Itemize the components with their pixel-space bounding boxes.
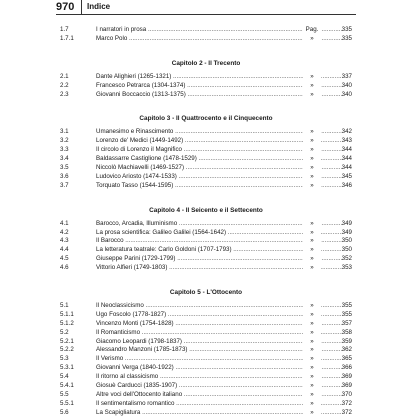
entry-page-number: 369 bbox=[341, 382, 352, 390]
entry-page-prefix: » bbox=[303, 373, 321, 382]
entry-page-prefix: » bbox=[303, 82, 321, 91]
entry-title: Altre voci dell'Ottocento italiano ..... bbox=[96, 391, 342, 400]
entry-page-prefix: » bbox=[303, 137, 321, 146]
entry-number: 5.5.1 bbox=[60, 399, 74, 407]
entry-page-prefix: » bbox=[303, 246, 321, 255]
entry-page-prefix: » bbox=[303, 264, 321, 273]
entry-page-prefix: » bbox=[303, 355, 321, 364]
toc-entry bbox=[56, 82, 356, 91]
entry-page-number: 340 bbox=[341, 90, 352, 98]
entry-number: 5.1 bbox=[60, 302, 69, 310]
entry-title: La letteratura teatrale: Carlo Goldoni (1707-1793) ..... bbox=[96, 246, 342, 255]
toc-entry bbox=[56, 35, 356, 44]
entry-number: 1.7 bbox=[60, 26, 69, 33]
entry-page-prefix: » bbox=[303, 346, 321, 355]
toc-entry bbox=[56, 409, 356, 418]
entry-page-prefix: Pag. bbox=[303, 26, 321, 35]
entry-number: 4.6 bbox=[60, 264, 69, 272]
chapter-spacer bbox=[56, 273, 356, 284]
entry-number: 3.7 bbox=[60, 181, 69, 189]
entry-title: Il Barocco ..... bbox=[96, 237, 342, 246]
toc-entry bbox=[56, 91, 356, 100]
entry-page-number: 366 bbox=[341, 364, 352, 372]
entry-title: Il sentimentalismo romantico ..... bbox=[96, 400, 342, 409]
entry-page-prefix: » bbox=[303, 409, 321, 418]
entry-title: Baldassarre Castiglione (1478-1529) ..... bbox=[96, 155, 342, 164]
entry-page-number: 335 bbox=[341, 34, 352, 42]
entry-number: 5.2.2 bbox=[60, 346, 74, 354]
toc-entry bbox=[56, 264, 356, 273]
entry-page-number: 350 bbox=[341, 246, 352, 254]
entry-page-prefix: » bbox=[303, 311, 321, 320]
entry-page-prefix: » bbox=[303, 35, 321, 44]
entry-number: 3.1 bbox=[60, 128, 69, 136]
entry-page-number: 337 bbox=[341, 72, 352, 80]
toc-entry bbox=[56, 302, 356, 311]
entry-number: 5.4.1 bbox=[60, 382, 74, 390]
entry-number: 2.1 bbox=[60, 72, 69, 80]
entry-page-number: 359 bbox=[341, 337, 352, 345]
table-of-contents bbox=[56, 26, 356, 418]
entry-number: 5.2.1 bbox=[60, 337, 74, 345]
entry-title: Giuseppe Parini (1729-1799) ..... bbox=[96, 255, 342, 264]
entry-page-number: 342 bbox=[341, 128, 352, 136]
entry-page-number: 365 bbox=[341, 355, 352, 363]
entry-page-number: 355 bbox=[341, 302, 352, 310]
chapter-spacer bbox=[56, 191, 356, 202]
entry-page-prefix: » bbox=[303, 382, 321, 391]
entry-page-number: 355 bbox=[341, 310, 352, 318]
entry-number: 3.3 bbox=[60, 146, 69, 154]
entry-page-number: 350 bbox=[341, 237, 352, 245]
entry-number: 3.2 bbox=[60, 137, 69, 145]
entry-number: 5.5 bbox=[60, 390, 69, 398]
entry-title: Ugo Foscolo (1778-1827) ..... bbox=[96, 311, 342, 320]
chapter-spacer bbox=[56, 44, 356, 55]
toc-entry bbox=[56, 364, 356, 373]
entry-page-number: 345 bbox=[341, 172, 352, 180]
entry-title: Niccolò Machiavelli (1469-1527) ..... bbox=[96, 164, 342, 173]
entry-number: 5.3 bbox=[60, 355, 69, 363]
entry-title: Alessandro Manzoni (1785-1873) ..... bbox=[96, 346, 342, 355]
entry-title: I narratori in prosa ..... bbox=[96, 26, 342, 35]
entry-number: 4.1 bbox=[60, 219, 69, 227]
toc-entry bbox=[56, 173, 356, 182]
toc-entry bbox=[56, 246, 356, 255]
entry-page-prefix: » bbox=[303, 91, 321, 100]
entry-page-number: 353 bbox=[341, 264, 352, 272]
entry-title: Francesco Petrarca (1304-1374) ..... bbox=[96, 82, 342, 91]
entry-page-prefix: » bbox=[303, 320, 321, 329]
entry-page-number: 349 bbox=[341, 228, 352, 236]
entry-title: Vittorio Alfieri (1749-1803) ..... bbox=[96, 264, 342, 273]
entry-page-prefix: » bbox=[303, 391, 321, 400]
entry-page-number: 372 bbox=[341, 399, 352, 407]
entry-number: 5.2 bbox=[60, 328, 69, 336]
entry-page-number: 344 bbox=[341, 164, 352, 172]
entry-number: 3.4 bbox=[60, 155, 69, 163]
entry-number: 4.5 bbox=[60, 255, 69, 263]
toc-entry bbox=[56, 237, 356, 246]
entry-page-prefix: » bbox=[303, 229, 321, 238]
entry-page-prefix: » bbox=[303, 182, 321, 191]
chapter-heading: Capitolo 3 - Il Quattrocento e il Cinquecento bbox=[139, 115, 273, 123]
entry-page-number: 335 bbox=[341, 26, 352, 33]
entry-number: 4.2 bbox=[60, 228, 69, 236]
toc-entry bbox=[56, 255, 356, 264]
page-number: 970 bbox=[56, 1, 75, 13]
entry-title: Torquato Tasso (1544-1595) ..... bbox=[96, 182, 342, 191]
entry-page-prefix: » bbox=[303, 237, 321, 246]
entry-title: La prosa scientifica: Galileo Galilei (1564-1642) ..... bbox=[96, 229, 342, 238]
toc-entry bbox=[56, 182, 356, 191]
header-title: Indice bbox=[87, 2, 111, 11]
entry-number: 5.1.2 bbox=[60, 319, 74, 327]
toc-entry bbox=[56, 128, 356, 137]
entry-title: Lorenzo de' Medici (1449-1492) ..... bbox=[96, 137, 342, 146]
entry-page-prefix: » bbox=[303, 400, 321, 409]
entry-page-number: 346 bbox=[341, 181, 352, 189]
entry-page-number: 352 bbox=[341, 255, 352, 263]
chapter-heading: Capitolo 4 - Il Seicento e il Settecento bbox=[149, 206, 263, 214]
entry-page-number: 357 bbox=[341, 319, 352, 327]
entry-page-number: 369 bbox=[341, 373, 352, 381]
entry-page-prefix: » bbox=[303, 128, 321, 137]
toc-entry bbox=[56, 146, 356, 155]
entry-page-number: 340 bbox=[341, 81, 352, 89]
toc-entry bbox=[56, 155, 356, 164]
chapter-heading: Capitolo 5 - L'Ottocento bbox=[169, 289, 243, 297]
toc-entry bbox=[56, 164, 356, 173]
toc-entry bbox=[56, 329, 356, 338]
entry-number: 2.3 bbox=[60, 90, 69, 98]
toc-entry bbox=[56, 311, 356, 320]
toc-entry bbox=[56, 400, 356, 409]
entry-number: 5.6 bbox=[60, 408, 69, 416]
toc-entry bbox=[56, 229, 356, 238]
entry-number: 5.4 bbox=[60, 373, 69, 381]
entry-title: Barocco, Arcadia, Illuminismo ..... bbox=[96, 220, 342, 229]
entry-title: Il Romanticismo ..... bbox=[96, 329, 342, 338]
entry-title: Giosuè Carducci (1835-1907) ..... bbox=[96, 382, 342, 391]
header-divider bbox=[81, 0, 82, 14]
entry-number: 4.4 bbox=[60, 246, 69, 254]
entry-page-number: 372 bbox=[341, 408, 352, 416]
entry-title: Giovanni Boccaccio (1313-1375) ..... bbox=[96, 91, 342, 100]
entry-page-prefix: » bbox=[303, 173, 321, 182]
entry-title: La Scapigliatura ..... bbox=[96, 409, 342, 418]
toc-entry bbox=[56, 137, 356, 146]
entry-page-prefix: » bbox=[303, 329, 321, 338]
entry-page-prefix: » bbox=[303, 364, 321, 373]
toc-entry bbox=[56, 320, 356, 329]
entry-page-number: 344 bbox=[341, 155, 352, 163]
entry-title: Il Neoclassicismo ..... bbox=[96, 302, 342, 311]
toc-entry bbox=[56, 382, 356, 391]
entry-number: 5.1.1 bbox=[60, 310, 74, 318]
entry-title: Giacomo Leopardi (1798-1837) ..... bbox=[96, 338, 342, 347]
toc-entry bbox=[56, 26, 356, 35]
entry-title: Il ritorno al classicismo ..... bbox=[96, 373, 342, 382]
entry-page-number: 349 bbox=[341, 219, 352, 227]
toc-entry bbox=[56, 220, 356, 229]
entry-title: Dante Alighieri (1265-1321) ..... bbox=[96, 73, 342, 82]
entry-page-prefix: » bbox=[303, 255, 321, 264]
entry-page-number: 362 bbox=[341, 346, 352, 354]
chapter-heading: Capitolo 2 - Il Trecento bbox=[171, 59, 241, 67]
entry-page-number: 370 bbox=[341, 390, 352, 398]
toc-entry bbox=[56, 373, 356, 382]
entry-page-number: 358 bbox=[341, 328, 352, 336]
entry-number: 4.3 bbox=[60, 237, 69, 245]
entry-title: Ludovico Ariosto (1474-1533) ..... bbox=[96, 173, 342, 182]
entry-page-prefix: » bbox=[303, 155, 321, 164]
chapter-spacer bbox=[56, 99, 356, 110]
entry-number: 3.6 bbox=[60, 172, 69, 180]
entry-page-prefix: » bbox=[303, 338, 321, 347]
entry-page-number: 343 bbox=[341, 137, 352, 145]
entry-number: 5.3.1 bbox=[60, 364, 74, 372]
entry-page-prefix: » bbox=[303, 220, 321, 229]
entry-number: 1.7.1 bbox=[60, 34, 74, 42]
toc-entry bbox=[56, 355, 356, 364]
entry-title: Umanesimo e Rinascimento ..... bbox=[96, 128, 342, 137]
entry-page-prefix: » bbox=[303, 146, 321, 155]
entry-title: Marco Polo ..... bbox=[96, 35, 342, 44]
page-header bbox=[56, 0, 356, 15]
toc-entry bbox=[56, 391, 356, 400]
entry-page-prefix: » bbox=[303, 164, 321, 173]
toc-entry bbox=[56, 346, 356, 355]
entry-number: 3.5 bbox=[60, 164, 69, 172]
entry-title: Il Verismo ..... bbox=[96, 355, 342, 364]
entry-page-number: 344 bbox=[341, 146, 352, 154]
entry-number: 2.2 bbox=[60, 81, 69, 89]
entry-page-prefix: » bbox=[303, 302, 321, 311]
entry-title: Il circolo di Lorenzo il Magnifico ..... bbox=[96, 146, 342, 155]
entry-page-prefix: » bbox=[303, 73, 321, 82]
entry-title: Giovanni Verga (1840-1922) ..... bbox=[96, 364, 342, 373]
toc-entry bbox=[56, 73, 356, 82]
entry-title: Vincenzo Monti (1754-1828) ..... bbox=[96, 320, 342, 329]
toc-entry bbox=[56, 338, 356, 347]
